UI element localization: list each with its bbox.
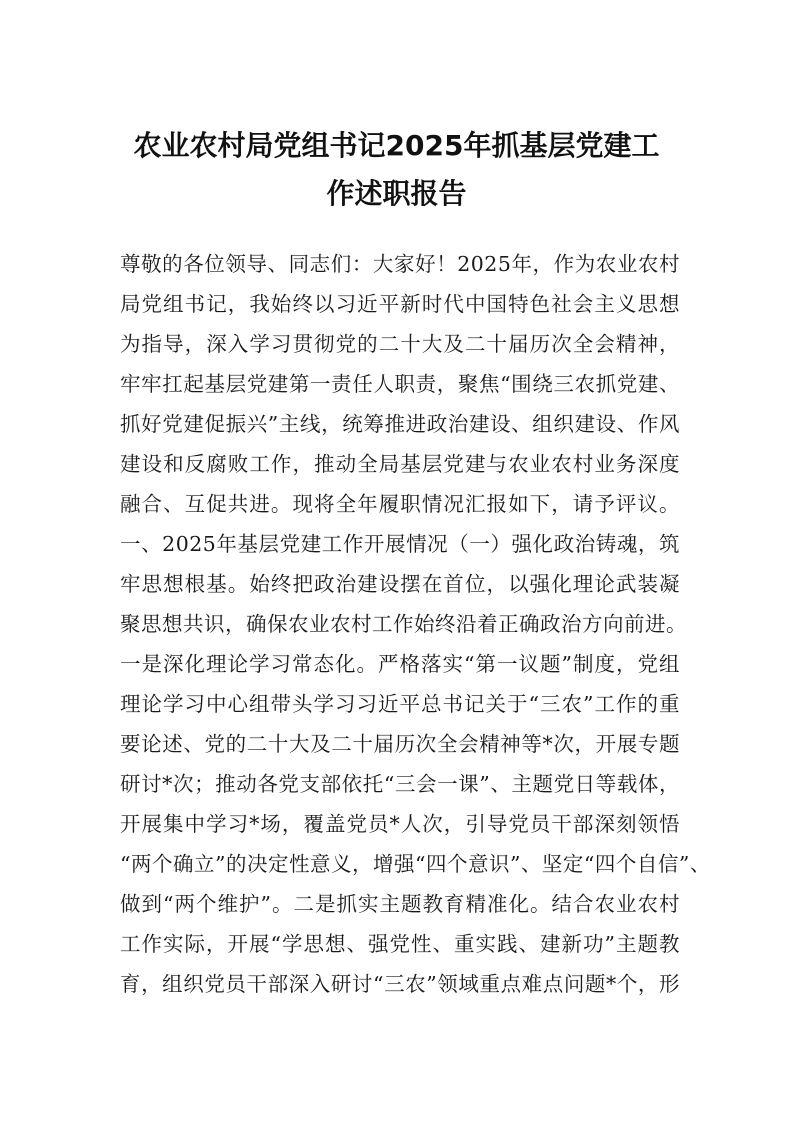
- body-text-line: 尊敬的各位领导、同志们：大家好！2025年，作为农业农村: [120, 252, 680, 276]
- document-title-line-1: 农业农村局党组书记2025年抓基层党建工: [133, 129, 660, 162]
- body-text-line: 一是深化理论学习常态化。严格落实“第一议题”制度，党组: [120, 652, 680, 676]
- body-text-line: 育，组织党员干部深入研讨“三农”领域重点难点问题*个，形: [120, 972, 680, 996]
- body-text-line: 要论述、党的二十大及二十届历次全会精神等*次，开展专题: [120, 732, 680, 756]
- body-text-line: 研讨*次；推动各党支部依托“三会一课”、主题党日等载体，: [120, 772, 680, 796]
- body-text-line: 开展集中学习*场，覆盖党员*人次，引导党员干部深刻领悟: [120, 812, 680, 836]
- body-text-line: 抓好党建促振兴”主线，统筹推进政治建设、组织建设、作风: [120, 412, 680, 436]
- body-text-line: 一、2025年基层党建工作开展情况（一）强化政治铸魂，筑: [120, 532, 680, 556]
- body-text-line: 局党组书记，我始终以习近平新时代中国特色社会主义思想: [120, 292, 680, 316]
- body-text-line: 融合、互促共进。现将全年履职情况汇报如下，请予评议。: [120, 492, 680, 516]
- document-title-line-2: 作述职报告: [326, 177, 467, 210]
- body-text-line: 工作实际，开展“学思想、强党性、重实践、建新功”主题教: [120, 932, 680, 956]
- body-text-line: “两个确立”的决定性意义，增强“四个意识”、坚定“四个自信”、: [120, 852, 711, 876]
- body-text-line: 理论学习中心组带头学习习近平总书记关于“三农”工作的重: [120, 692, 680, 716]
- body-text-line: 牢牢扛起基层党建第一责任人职责，聚焦“围绕三农抓党建、: [120, 372, 680, 396]
- body-text-line: 做到“两个维护”。二是抓实主题教育精准化。结合农业农村: [120, 892, 680, 916]
- body-text-line: 聚思想共识，确保农业农村工作始终沿着正确政治方向前进。: [120, 612, 687, 636]
- body-text-line: 为指导，深入学习贯彻党的二十大及二十届历次全会精神，: [120, 332, 680, 356]
- body-text-line: 建设和反腐败工作，推动全局基层党建与农业农村业务深度: [120, 452, 680, 476]
- body-text-line: 牢思想根基。始终把政治建设摆在首位，以强化理论武装凝: [120, 572, 680, 596]
